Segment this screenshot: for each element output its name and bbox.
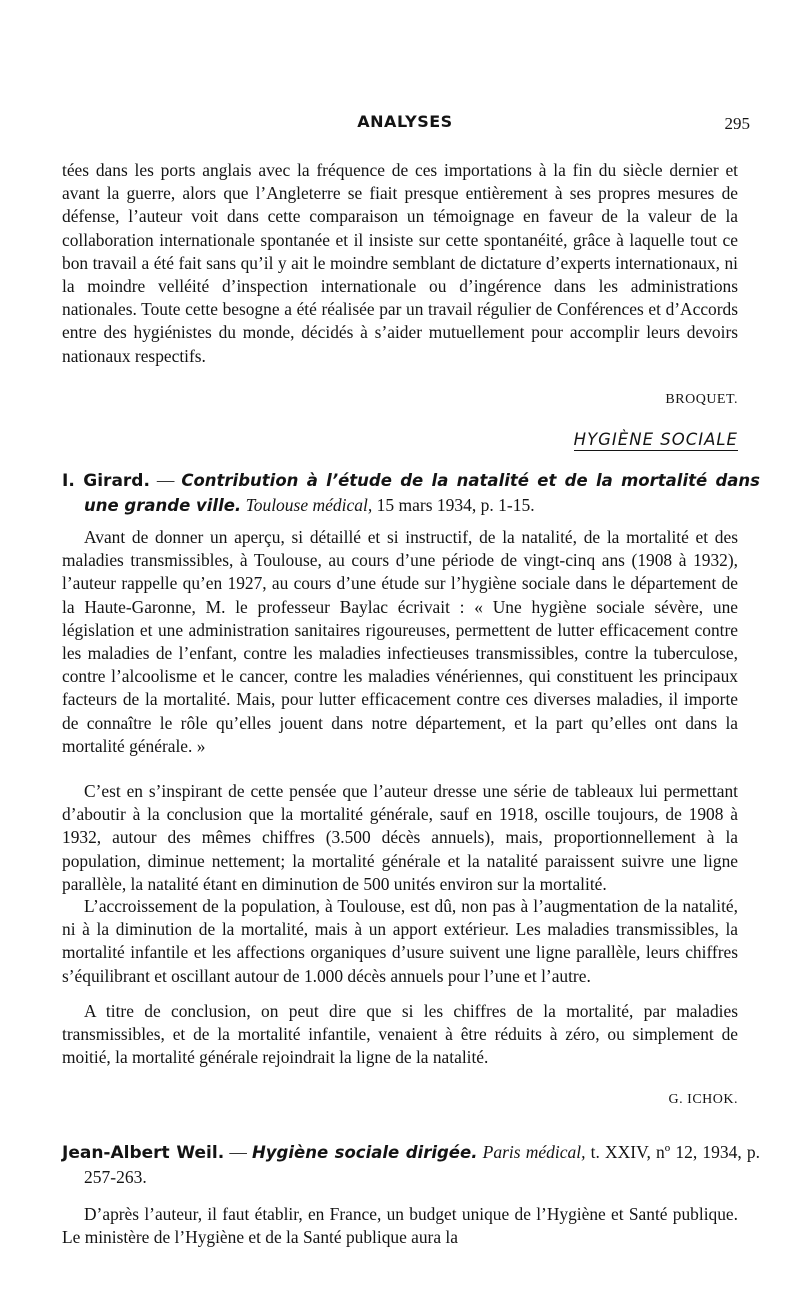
entry-journal: Toulouse médical, [245,495,373,515]
entry-paragraph: Avant de donner un aperçu, si détaillé et si instructif, de la natalité, de la mortalité et des maladies transmissibles, à Toulouse, au cours d’une période de vingt-cinq ans (1908 à 1932), l’auteur rappelle qu’en 1927, au cours d’une étude sur l’hygiène sociale dans le département de la Haute-Garonne, M. le professeur Baylac écrivait : « Une hygiène sociale sévère, une législation et une administration sanitaires rigoureuses, permettent de lutter efficacement contre les maladies de l’enfant, contre les maladies infectieuses transmissibles, contre la tuberculose, contre l’alcoolisme et le cancer, contre les maladies vénériennes, qui constituent les principaux facteurs de la mortalité. Mais, pour lutter efficacement contre ces diverses maladies, il importe de connaître le rôle qu’elles jouent dans notre département, et la part qu’elles ont dans la mortalité générale. » [62,527,738,756]
previous-article-signature: BROQUET. [665,392,738,407]
entry-dash: — [224,1142,252,1162]
section-title: HYGIÈNE SOCIALE [573,430,738,449]
entry-paragraph: C’est en s’inspirant de cette pensée que l’auteur dresse une série de tableaux lui permettant d’aboutir à la conclusion que la mortalité générale, sauf en 1918, oscille toujours, de 1908 à 1932, autour des mêmes chiffres (3.500 décès annuels), mais, proportionnellement à la population, diminue nettement; la mortalité générale et la natalité paraissent suivre une ligne parallèle, la natalité étant en diminution de 500 unités environ sur la mortalité. [62,781,738,894]
running-title: ANALYSES [357,112,453,131]
entry-heading [62,1140,760,1189]
entry-heading [62,468,760,518]
entry-author: I. Girard. [62,471,150,491]
entry-author: Jean-Albert Weil. [62,1143,225,1163]
entry-dash: — [149,470,182,490]
entry-paragraph: L’accroissement de la population, à Toulouse, est dû, non pas à l’augmentation de la natalité, ni à la diminution de la mortalité, mais à un apport extérieur. Les maladies transmissibles, la mortalité infantile et les affections organiques d’usure suivent une ligne parallèle, leurs chiffres s’équilibrant et oscillant autour de 1.000 décès annuels pour l’une et l’autre. [62,896,738,986]
page-header [60,112,750,142]
entry-citation: t. XXIV, nº 12, 1934, p. 257-263. [84,1142,761,1187]
previous-article-paragraph: tées dans les ports anglais avec la fréquence de ces importations à la fin du siècle dernier et avant la guerre, alors que l’Angleterre se fiait presque entièrement à ses propres mesures de défense, l’auteur voit dans cette comparaison un témoignage en faveur de la valeur de la collaboration internationale spontanée et il insiste sur cette spontanéité, grâce à laquelle tout ce bon travail a été fait sans qu’il y ait le moindre semblant de dictature d’experts internationaux, ni la moindre velléité d’inspection internationale ou d’ingérence dans les administrations nationales. Toute cette besogne a été réalisée par un travail régulier de Conférences et d’Accords entre des hygiénistes du monde, décidés à s’aider mutuellement pour accomplir leurs devoirs nationaux respectifs. [62,160,738,366]
entry-paragraph: A titre de conclusion, on peut dire que si les chiffres de la mortalité, par maladies transmissibles, et de la mortalité infantile, venaient à être réduits à zéro, ou simplement de moitié, la mortalité générale rejoindrait la ligne de la natalité. [62,1001,738,1068]
page-number: 295 [724,114,750,133]
entry-title: Hygiène sociale dirigée. [251,1143,478,1162]
entry-journal: Paris médical, [482,1142,586,1162]
entry-paragraph: D’après l’auteur, il faut établir, en France, un budget unique de l’Hygiène et Santé publique. Le ministère de l’Hygiène et de la Santé publique aura la [62,1204,738,1248]
entry-citation: 15 mars 1934, p. 1-15. [372,495,535,515]
entry-title: Contribution à l’étude de la natalité et de la mortalité dans une grande ville. [84,471,761,515]
entry-signature: G. ICHOK. [668,1092,738,1107]
